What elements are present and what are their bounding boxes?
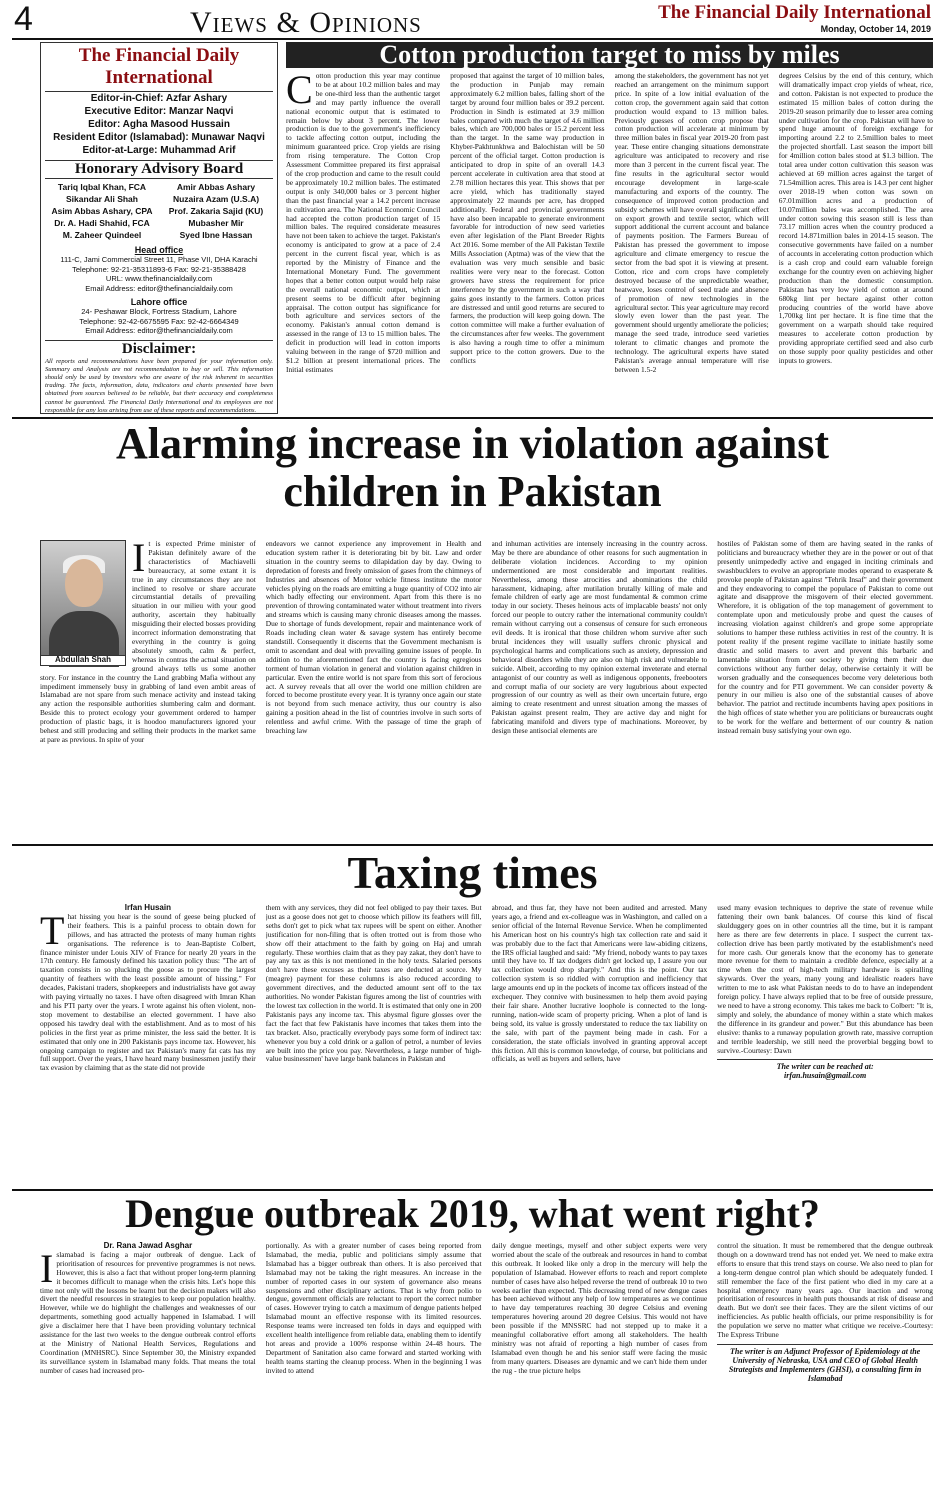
office-line: URL: www.thefinancialdaily.com xyxy=(105,274,213,283)
editor-line: Editor-in-Chief: Azfar Ashary xyxy=(90,93,228,104)
article-column: endeavors we cannot experience any improvement in Health and education system rather it is deteriorating bit by bit. Law and order situation in the country seems to dilapidation day by day. Owing to depredation of forests and freely omission of gases from the chimneys of Industries and absences of Motor vehicle fitness institute the motor vehicles plying on the roads are emitting a huge quantity of CO2 into air which badly effecting our environment. Apart from this there is no prevention of throwing contaminated water without treatment into rivers and streams which is causing many chronic diseases among the masses. Due to shortage of funds development, repair and maintenance work of Roads including clean water & savage system has entirely become standstill. Consequently it discerns that the Government mechanism is omit to ascendant and deal with prevailing genuine issues of people. In addition to the aforementioned fact the country is facing egregious torment of human violation in general and violation against children in particular. Even the entire world is not spare from this sort of ferocious act. A survey reveals that all over the world one million children are forced to become prostitute every year. It is tyranny once again our state is not beyond from such menace activity, thus our country is also gaining a position ahead in the list of countries involve in such sorts of relentless and awful crime. With the passage of time the graph of breaching law xyxy=(265,540,482,736)
board-member: Nuzaira Azam (U.S.A) xyxy=(172,194,260,204)
article1-body xyxy=(286,72,933,412)
article-column: portionally. As with a greater number of cases being reported from Islamabad, the media, public and politicians simply assume that Islamabad has a bigger outbreak than others. It is also perceived that Islamabad may not be taking the right measures. An increase in the number of reported cases in our system of governance also means suspensions and other disciplinary actions. That is why from polio to dengue, government officials are reluctant to report the correct number of cases. However trying to catch a maximum of dengue patients helped Islamabad mount an effective response with its limited resources. Response teams were increased ten folds in days and equipped with excellent health intelligence from reliable data, enabling them to identify hot areas and provide a 100% response within 24-48 hours. The Department of Sanitation also came forward and started working with health teams starting the cleanup process. When in the beginning I was invited to attend xyxy=(265,1242,482,1375)
page-number: 4 xyxy=(14,0,33,38)
board-member: M. Zaheer Quindeel xyxy=(62,230,142,240)
office-line: Telephone: 92-42-6675595 Fax: 92-42-6664349 xyxy=(79,316,239,326)
article2-headline: Alarming increase in violation against children in Pakistan xyxy=(116,419,829,516)
article-column: degrees Celsius by the end of this century, which will dramatically impact crop yields of wheat, rice, and cotton. Pakistan is not expected to produce the estimated 15 million bales of cotton during the 2019-20 season primarily due to lesser area coming under cultivation for the crop. Pakistan will have to spend huge amount of foreign exchange for importing around 2.2 to 2.5million bales to meet the projected shortfall. Last season the import bill for 4million cotton bales stood at $1.3 billion. The total area under cotton cultivation this season was achieved at 69 million acres against the target of 71.54million acres. This area is 14.3 per cent higher over 2018-19 when cotton was sown on 67.01million acres and a production of 10.07million bales was accomplished. The area under cotton sowing this season still is less than 73.17 million acres when the country produced a record 14.871million bales in 2014-15 season. The consecutive governments have failed on a number of accounts in accelerating cotton production which is a cash crop and could earn valuable foreign exchange for the country even on achieving higher production than the domestic consumption. Pakistan has very low yield of cotton at around 680kg lint per hectare against other cotton producing countries of the world have above 1,700kg lint per hectare. It is fine time that the government on a warpath should take required measures to accelerate cotton production by providing appropriate certified seed and also curb on those supply poor quality pesticides and other inputs to growers. xyxy=(778,72,933,365)
article-column: abroad, and thus far, they have not been audited and arrested. Many years ago, a friend and ex-colleague was in Washington, and called on a senior official of the Internal Revenue Service. When he complimented his American host on his country's high tax collection rate and said it was probably due to the fact that Americans were law-abiding citizens, the IRS official laughed and said: "My friend, nobody wants to pay taxes until they have to. If tax dodgers didn't get locked up, I assure you our tax collection would drop sharply." And this is the point. Our tax collection system is so riddled with corruption and inefficiency that large amounts end up in the pockets of income tax officers instead of the exchequer. They connive with businessmen to help them avoid paying their fair share. Another lucrative loophole is connected to the long-running, nation-wide scam of property pricing. When a plot of land is being sold, its value is grossly understated to reduce the tax liability on the sale, with part of the payment being made in cash. For a consideration, the state officials involved in granting approval accept this fiction. All this is common knowledge, of course, but politicians and officials, as well as buyers and sellers, have xyxy=(491,904,708,1064)
office-line: Telephone: 92-21-35311893-6 Fax: 92-21-35388428 xyxy=(72,264,246,274)
article4-headline: Dengue outbreak 2019, what went right? xyxy=(125,1191,820,1236)
office-line: Email Address: editor@thefinancialdaily.com xyxy=(85,326,233,335)
article-column: and inhuman activities are intensely increasing in the country across. May be there are abundance of other reasons for such augmentation in deliberate violation incidences. According to my opinion undermentioned are most considerable and important realities. Nevertheless, among these atrocities and abominations the child harassment, kidnaping, after mutilation brutally killing of male and female children of early age are most fundamental & common crime today in our society. Theses heinous acts of implacable beasts' not only forced our people to outcry rather the international community couldn't remain without carrying out a consensus of censure for such erroneous evil deeds. It is ironical that those children whom survive after such brutal incidences they will usually suffers chronic physical and psychological harms and complications such as anxiety, depression and behavioral disorders while they are also on high risk and vulnerable to suicide. Albeit, according to my opinion external inveterate and eternal antagonist of our country as well as indigenous opponents, freebooters and corrupt mafia of our society are very lugubrious about expected progression of our country as well as their own uncertain future, ergo aiming to create resentment and unrest situation among the masses of Pakistan against present realm, They are active day and night for fabricating manifold and divers type of machinations. Moreover, by design these antisocial elements are xyxy=(491,540,708,736)
board-member: Mubasher Mir xyxy=(188,218,244,228)
editor-line: Executive Editor: Manzar Naqvi xyxy=(84,106,234,117)
author-byline: Irfan Husain xyxy=(124,904,171,912)
office-line: Email Address: editor@thefinancialdaily.com xyxy=(85,283,233,293)
author-name: Abdullah Shah xyxy=(41,655,125,665)
article3-body xyxy=(40,904,933,1186)
article-column: Cotton production this year may continue to be at about 10.2 million bales and may be one-third less than the authentic target and may partly influence the overall national economic output that is estimated to remain below by about 3 percent. The lower production is due to the government's inefficiency to tackle affecting cotton output, including the minimum guaranteed price. Crop yields are rising from rising temperature. The Cotton Crop Assessment Committee prepared its first appraisal of the crop production and came to the result could be approximately 10.2 million bales. The estimated output is only 340,000 bales or 3 percent higher than the past financial year a 14.2 percent increase in cultivation area. The National Economic Council had accepted the cotton production target of 15 million bales. The required considerate measures have not been taken to achieve the target. Pakistan's economy is anticipated to grow at a pace of 2.4 percent in the current fiscal year, which is as reported by the Ministry of Finance and the International Monetary Fund. The government hopes that a better cotton output would help raise the overall national economic output, which at present seems to be difficult after beginning appraisal. The cotton output has significance for both agriculture and services sectors of the economy. Pakistan's annual cotton demand is assessed in the range of 13 to 15 million bales. The deficit in production will lead in cotton imports valuing between in the range of $720 million and $1.2 billion at present international prices. The Initial estimates xyxy=(286,72,441,374)
lahore-office-title: Lahore office xyxy=(130,297,188,307)
article-column: used many evasion techniques to deprive the state of revenue while fattening their own bank balances. Of course this kind of fiscal skulduggery goes on in other countries all the time, but it is rampant here as there are few deterrents in place. I suspect the current tax-collection drive has been partly motivated by the establishment's need for more cash. Our generals know that the economy has to generate more revenue for them to maintain a credible defence, especially at a time when the cost of high-tech military hardware is spiralling skywards. Over the years, many young and idealistic readers have written to me to ask what Pakistan needs to do to have an independent foreign policy. I have always replied that to be free of outside pressure, we need to have a strong economy. This takes me back to Colbert: "It is, simply and solely, the abundance of money within a state which makes the difference in its grandeur and power." But this abundance has been elusive: thanks to a runaway population growth rate, massive corruption and terrible leadership, we still need the proverbial begging bowl to survive.-Courtesy: Dawn The writer can be reached at: irfan.husain@gmail.com xyxy=(717,904,933,1081)
masthead-title: The Financial Daily International xyxy=(658,2,931,23)
article-column: hostiles of Pakistan some of them are having seated in the ranks of politicians and bureaucracy whether they are in the power or out of that presently unimpededly active and engaged in inciting criminals and swashbucklers to evolve an appropriate modes operand to exasperate & provoke people of Pakistan against "Tehrik Insaf" and their government and they endeavoring to compel the populace of Pakistan to come out agitate and disapprove the misgovern of their elected government. Wherefore, it is obligation of the top management of government to contemplate upon and meticulously probe and quest the causes of increasing violation against children's and grope some appropriate solutions to hamper these ruthless activities in rest of the country. It is potent reality if the present regime vacillate to initiate hastily some drastic and solid masers to avert and prevent this barbaric and lamentable situation from our society by giving them their due convictions without any further delay, otherwise certainly it will be worsen gradually and the consequences become very deleterious both for the country and for PTI government. We can consider poverty & penury in our milieu is also one of the substantial causes of above behavior. The patriot and rectitude incumbents having apex positions in the high offices of state whether you are politicians or bureaucrats ought to be work for the welfare and betterment of our country & nation instead remain busy satisfying your own ego. xyxy=(717,540,933,736)
drop-cap: I xyxy=(132,540,146,580)
writer-note: The writer is an Adjunct Professor of Epidemiology at the University of Nebraska, USA and CEO of Global Health Strategists and Implementers (GHSI), a consulting firm in Islamabad xyxy=(717,1344,933,1384)
article1-headline: Cotton production target to miss by miles xyxy=(286,42,933,68)
board-member: Prof. Zakaria Sajid (KU) xyxy=(168,206,264,216)
editorial-sidebar xyxy=(40,42,278,414)
publication-name: The Financial Daily International xyxy=(45,45,273,92)
drop-cap: I xyxy=(40,1245,54,1291)
disclaimer-title: Disclaimer: xyxy=(45,340,273,358)
writer-note: The writer can be reached at: irfan.husain@gmail.com xyxy=(717,1059,933,1081)
editor-line: Resident Editor (Islamabad): Munawar Naqvi xyxy=(53,132,265,143)
article-column: proposed that against the target of 10 million bales, the production in Punjab may remain approximately 6.2 million bales, falling short of the target by around four million bales or 39.2 percent. Production in Sindh is estimated at 3.9 million bales compared with much the target of 4.6 million bales, which are 700,000 bales or 15.2 percent less than the target. In the same way production in Khyber-Pakhtunkhwa and Balochistan will be 50 percent of the official target. Cotton production is anticipated to drop in spite of an overall 14.3 percent accelerate in cultivation area that stood at 2.78 million hectares this year. This shows that per acre yield, which has traditionally stayed approximately 22 maunds per acre, has dropped additionally. Federal and provincial governments have also been incapable to generate environment favorable for introduction of new seed varieties even after legislation of the Plant Breeder Rights Act 2016. Some member of the All Pakistan Textile Mills Association (Aptma) was of the view that the evaluation was very much sensible and basic realities were very near to the forecast. Cotton growers have stress the requirement for price interference by the government in such a way that gains goes instantly to the farmers. Cotton prices are distressed and until good returns are secured to farmers, the production will keep going down. The cotton committee will make a further evaluation of the circumstances after few weeks. The government is also having a rough time to offer a minimum support price to the cotton growers. Due to the conflicts xyxy=(450,72,605,365)
section-title: Views & Opinions xyxy=(190,6,422,39)
editor-line: Editor-at-Large: Muhammad Arif xyxy=(82,145,236,156)
article-column: Irfan Husain T hat hissing you hear is the sound of geese being plucked of their feathers. This is a painful process to obtain down for pillows, and has attracted the protests of many human rights organisations. The reference is to Jean-Baptiste Colbert, finance minister under Louis XIV of France for nearly 20 years in the 17th century. He famously defined his taxation policy thus: "The art of taxation consists in so plucking the goose as to procure the largest quantity of feathers with the least possible amount of hissing." For decades, Pakistani traders, shopkeepers and industrialists have got away with paying virtually no taxes. I have often disagreed with Imran Khan and his PTI party over the years. I wrote against his often violent, non-stop movement to destabilise an elected government. I have also opposed his tawdry deal with the establishment. And as to most of his policies in the first year as prime minister, the less said the better. It is estimated that only one in 200 Pakistanis pays income tax. However, his ongoing campaign to register and tax Pakistan's many fat cats has my full support. Over the years, I have heard many businessmen justify their tax evasion by claiming that as the state did not provide xyxy=(40,904,256,1073)
masthead-date: Monday, October 14, 2019 xyxy=(820,24,931,34)
editor-line: Editor: Agha Masood Hussain xyxy=(88,119,230,130)
office-line: 111-C, Jami Commercial Street 11, Phase VII, DHA Karachi xyxy=(60,255,258,264)
writer-email: irfan.husain@gmail.com xyxy=(784,1071,867,1081)
article-column: Dr. Rana Jawad Asghar I slamabad is facing a major outbreak of dengue. Lack of prioritisation of resources for preventive programmes is not news. However, this is also a fact that without proper long-term planning it becomes difficult to manage when the crisis hits. Let's hope this time not only will the lessons be learnt but the decision makers will also divert the needful resources in strategies to keep our population healthy. However, while we do highlight the challenges and weaknesses of our departments, something good actually happened in Islamabad. I will give a disclaimer here that I have been providing voluntary technical assistance for the last two weeks to the dengue outbreak control efforts at the Ministry of National Health Services, Regulations and Coordination (MNHSRC). Since September 30, the Ministry expanded its surveillance system in Islamabad many folds. That means the total number of cases had increased pro- xyxy=(40,1242,256,1375)
article-column: them with any services, they did not feel obliged to pay their taxes. But just as a goose does not get to choose which pillow its feathers will fill, seths don't get to pick what tax rupees will be spent on either. Another justification for non-filing that is often trotted out is from those who show off their attachment to the faith by going on Haj and umrah regularly. These worthies claim that as they pay zakat, they don't have to pay any tax as this is not mentioned in the holy texts. Salaried persons don't have these excuses as their taxes are deducted at source. My (meagre) payment for these columns is also reduced according to government directives, and the deducted amount sent off to the tax authorities. No wonder Pakistan figures among the list of countries with the lowest tax collection in the world. It is estimated that only one in 200 Pakistanis pays any income tax. This abysmal figure glosses over the fact the fact that few Pakistanis have incomes that takes them into the tax bracket. Also, practically everybody pays some form of indirect tax: whenever you buy a cold drink or a gallon of petrol, a number of levies are built into the price you pay. Nevertheless, a large number of 'high-value businessmen' have large bank balances in Pakistan and xyxy=(265,904,482,1064)
drop-cap: T xyxy=(40,907,65,953)
board-member: Sikandar Ali Shah xyxy=(66,194,138,204)
advisory-board-title: Honorary Advisory Board xyxy=(45,160,273,179)
board-member: Syed Ibne Hassan xyxy=(179,230,253,240)
board-member: Tariq Iqbal Khan, FCA xyxy=(57,182,147,192)
article4-body xyxy=(40,1242,933,1482)
masthead xyxy=(658,2,931,34)
author-photo xyxy=(40,540,126,666)
advisory-board xyxy=(45,181,273,241)
office-line: 24- Peshawar Block, Fortress Stadium, Lahore xyxy=(81,307,237,316)
drop-cap: C xyxy=(286,72,313,112)
article-column: Abdullah Shah I t is expected Prime minister of Pakistan definitely aware of the characteristics of Machiavelli bureaucracy, at some extant it is true in any circumstances they are not inclined to resolve or share accurate circumstantial details of prevailing situation in our milieu with your good authority, ascertain they habitually misguiding their elected bosses providing incorrect information demonstrating that everything in the country is going absolutely smooth, calm & perfect, whereas in contras the actual situation on ground always tells us some another story. For instance in the country the Land grabbing Mafia without any impediment immensely busy in grabbing of land even ambit areas of Islamabad are not spare from such menace activity and instead taking any action the responsible authorities slumbering calm and dormant. Beside this to protect ecology your government ordered to hamper production of plastic bags, it is hoodoo manufacturers ignored your behest and still producing and selling their products in the market same at pare as previous. In spite of your xyxy=(40,540,256,744)
board-member: Amir Abbas Ashary xyxy=(176,182,256,192)
board-member: Dr. A. Hadi Shahid, FCA xyxy=(54,218,150,228)
article-column: daily dengue meetings, myself and other subject experts were very worried about the scale of the outbreak and resources in hand to combat this outbreak. It looked like only a drop in the mercury will help the population of Islamabad. However efforts to reach and report complete number of cases have also helped reverse the trend of outbreak 10 to two weeks earlier than expected. This decreasing trend of new dengue cases has been achieved without any help of low temperatures as we continue to have day temperatures reaching 30 degree Celsius and evening temperatures hovering around 20 degree Celsius. This would not have been possible if the MNSSRC had not stepped up to make it a meaningful collaborative effort among all stakeholders. The health ministry was not afraid of reporting a high number of cases from Islamabad even though he and his senior staff were facing the music from many quarters. Diseases are dynamic and we can't hide them under the rug - the true picture helps xyxy=(491,1242,708,1375)
article-column: among the stakeholders, the government has not yet reached an arrangement on the minimum support price. In spite of a low initial evaluation of the cotton crop, the government again said that cotton production would expand to 13 million bales. Previously guesses of cotton crop propose that cotton production will accelerate at minimum by three million bales in fiscal year 2019-20 from past year. These entire changing situations demonstrate agriculture was anticipated to recovery and rise more than 3 percent in the current fiscal year. The fine results in the agricultural sector would encourage development in large-scale manufacturing and exports of the country. The consequence of improved cotton production and subsidy schemes will have overall significant effect on export growth and textile sector, which will support additional the current account and balance of payments position. The Farmers Bureau of Pakistan has pressed the government to impose agriculture and climate emergency to rescue the sector from the bad spot it is viewing at present. Cotton, rice and corn crops have completely destroyed because of the unpredictable weather, heatwave, loses control of seed trade and absence of promotion of new technologies in the agricultural sector. This year agriculture may record slowly even lower than the past year. The government should urgently ameliorate the policies; manage the seed trade, introduce seed varieties tolerant to climatic changes and promote the technology. The agricultural experts have stated Pakistan's average annual temperature will rise between 1.5-2 xyxy=(614,72,769,374)
head-office-title: Head office xyxy=(134,245,184,255)
article-column: control the situation. It must be remembered that the dengue outbreak though on a downward trend has not ended yet. We need to make extra efforts to ensure that this trend stays on course. We also need to plan for a long-term dengue control plan which should be adequately funded. I still remember the face of the first patient who died in my care at a hospital emergency many years ago. Our inaction and wrong prioritisation of resources in health puts thousands at risk of disease and death. But we don't see their faces. They are the silent victims of our inefficiencies. As public health officials, our prime responsibility is for the population we serve no matter what critique we receive.-Courtesy: The Express Tribune The writer is an Adjunct Professor of Epidemiology at the University of Nebraska, USA and CEO of Global Health Strategists and Implementers (GHSI), a consulting firm in Islamabad xyxy=(717,1242,933,1383)
article2-body xyxy=(40,540,933,840)
disclaimer-text: All reports and recommendations have been prepared for your information only. Summary and Analysis are not recommendation to buy or sell. This information should only be used by investors who are aware of the risk inherent in securities trading. The facts, information, data, indicators and charts presented have been obtained from sources believed to be reliable, but their accuracy and completeness cannot be guaranteed. The Financial Daily International and its employees are not responsible for any loss arising from use of these reports and recommendations. xyxy=(45,357,273,414)
board-member: Asim Abbas Ashary, CPA xyxy=(51,206,153,216)
author-byline: Dr. Rana Jawad Asghar xyxy=(103,1242,193,1250)
article3-headline: Taxing times xyxy=(347,847,598,898)
